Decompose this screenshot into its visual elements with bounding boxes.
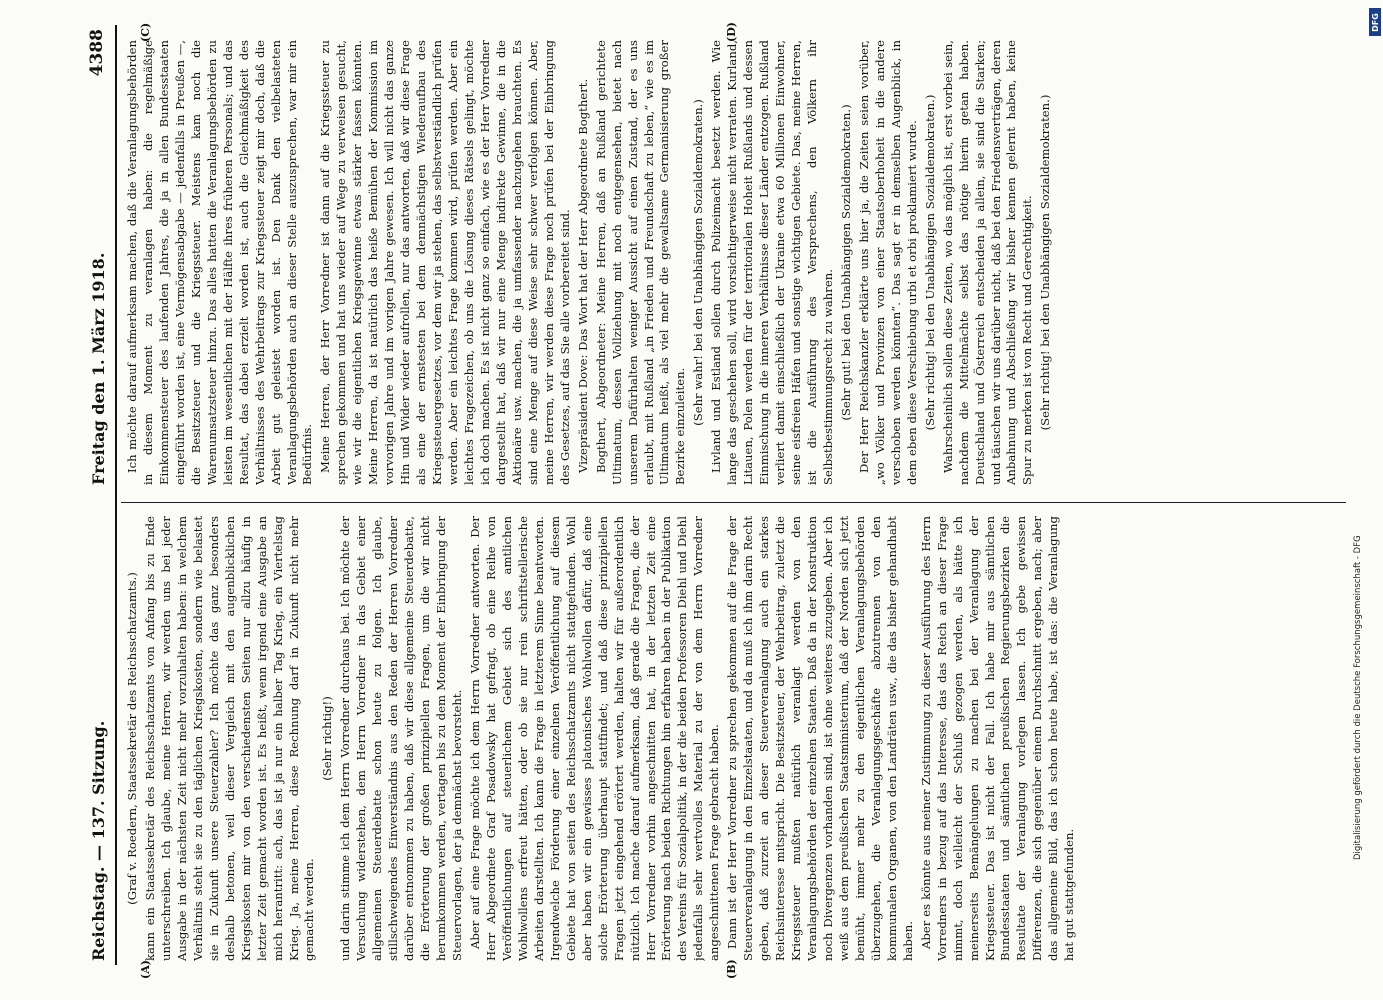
page-header bbox=[85, 25, 117, 965]
paragraph: Wahrscheinlich sollen diese Zeiten, wo das möglich ist, erst vorbei sein, nachdem die Mittelmächte selbst das nötige hierin getan haben. Deutschland und Österreich entscheiden ja allein, sie sind die Starken; und täuschen wir uns darüber nicht, daß bei den Friedensverträgen, deren Anbahnung und Abschließung wir bisher kennen gelernt haben, keine Spur zu merken ist von Recht und Gerechtigkeit. bbox=[940, 40, 1035, 485]
dfg-logo: DFG bbox=[1369, 8, 1381, 36]
paragraph: Ich möchte darauf aufmerksam machen, daß die Veranlagungsbehörden in diesem Moment zu veranlagen haben: die regelmäßige Einkommensteuer des laufenden Jahres, die ja in allen Bundesstaaten eingeführt worden ist, eine Vermögensabgabe — jedenfalls in Preußen —, die Besitzsteuer und die Kriegssteuer. Meistens kam noch die Warenumsatzsteuer hinzu. Das alles hatten die Veranlagungsbehörden zu leisten im wesentlichen mit der Hälfte ihres früheren Personals; und das Resultat, das dabei erzielt worden ist, auch die Gleichmäßigkeit des Verhältnisses des Wehrbeitrags zur Kriegssteuer zeigt mir doch, daß die Arbeit gut geleistet worden ist. Den Dank den vielbelasteten Veranlagungsbehörden auch an dieser Stelle auszusprechen, war mir ein Bedürfnis. bbox=[125, 40, 315, 485]
interjection: (Sehr gut! bei den Unabhängigen Sozialdemokraten.) bbox=[838, 104, 853, 421]
interjection: (Sehr richtig! bei den Unabhängigen Sozialdemokraten.) bbox=[1038, 94, 1053, 431]
interjection: (Sehr richtig!) bbox=[320, 696, 335, 781]
interjection: (Sehr wahr! bei den Unabhängigen Sozialdemokraten.) bbox=[691, 99, 706, 426]
marker-b: (B) bbox=[725, 959, 738, 979]
paragraph: Der Herr Reichskanzler erklärte uns hier ja, die Zeiten seien vorüber, „wo Völker und Provinzen von einer Staatsoberhoheit in die andere verschoben werden könnten“. Das sagt er in demselben Augenblick, in dem eben diese Verschiebung urbi et orbi proklamiert wurde. bbox=[856, 40, 919, 485]
paragraph: Livland und Estland sollen durch Polizeimacht besetzt werden. Wie lange das geschehen soll, wird vorsichtigerweise nicht verraten. Kurland, Litauen, Polen werden für der territorialen Hoheit Rußlands und dessen Einmischung in die inneren Verhältnisse dieser Länder entzogen. Rußland verliert damit einschließlich der Ukraine etwa 60 Millionen Einwohner, seine eisfreien Häfen und sonstige wichtigen Gebiete. Das, meine Herren, ist die Ausführung des Versprechens, den Völkern ihr Selbstbestimmungsrecht zu wahren. bbox=[709, 40, 835, 485]
marker-a: (A) bbox=[139, 960, 152, 979]
right-column bbox=[125, 40, 1345, 485]
paragraph: kann ein Staatssekretär des Reichsschatzamts von Anfang bis zu Ende unterschreiben. Ich glaube, meine Herren, wir werden uns bei jeder Ausgabe in der nächsten Zeit nicht mehr vorzuhalten haben: in welchem Verhältnis steht sie zu den täglichen Kriegskosten, sondern wie belastet sie in Zukunft unsere Steuerzahler? Ich möchte das ganz besonders deshalb betonen, weil dieser Vergleich mit den augenblicklichen Kriegskosten mir von den verschiedensten Seiten nur allzu häufig in letzter Zeit gemacht worden ist. Es heißt, wenn irgend eine Ausgabe an mich herantritt: ach, das ist ja nur ein halber Tag Krieg, ein Viertelstag Krieg. Ja, meine Herren, diese Rechnung darf in Zukunft nicht mehr gemacht werden. bbox=[142, 516, 317, 961]
header-date: Freitag den 1. März 1918. bbox=[89, 252, 108, 485]
rotated-document-page bbox=[85, 22, 1355, 979]
paragraph: und darin stimme ich dem Herrn Vorredner durchaus bei. Ich möchte der Versuchung widerstehen, dem Herrn Vorredner in das Gebiet einer allgemeinen Steuerdebatte schon heute zu folgen. Ich glaube, stillschweigendes Einverständnis aus den Reden der Herren Vorredner darüber entnommen zu haben, daß wir diese allgemeine Steuerdebatte, die Erörterung der großen prinzipiellen Fragen, um die wir nicht herumkommen werden, vertagen bis zu dem Moment der Einbringung der Steuervorlagen, der ja demnächst bevorsteht. bbox=[338, 516, 465, 961]
left-column bbox=[125, 516, 1345, 961]
paragraph: Bogthert, Abgeordneter: Meine Herren, daß an Rußland gerichtete Ultimatum, dessen Vollziehung mit noch entgegensehen, bietet nach unserem Dafürhalten weniger Aussicht auf einen Zustand, der es uns erlaubt, mit Rußland „in Frieden und Freundschaft zu leben,“ wie es im Ultimatum heißt, als viel mehr die gewaltsame Germanisierung großer Bezirke einzuleiten. bbox=[593, 40, 688, 485]
digitization-note: Digitalisierung gefördert durch die Deutsche Forschungsgemeinschaft - DFG bbox=[1353, 535, 1363, 860]
paragraph: Aber auf eine Frage möchte ich dem Herrn Vorredner antworten. Der Herr Abgeordnete Graf Posadowsky hat gefragt, ob eine Reihe von Veröffentlichungen auf steuerlichem Gebiet sich des amtlichen Wohlwollens erfreut hätten, oder ob sie nur rein schriftstellerische Arbeiten darstellten. Ich kann die Frage in letzterem Sinne beantworten. Irgendwelche Förderung einer einzelnen Veröffentlichung auf diesem Gebiete hat von seiten des Reichsschatzamts nicht stattgefunden. Wohl aber haben wir ein gewisses platonisches Wohlwollen dafür, daß eine solche Erörterung überhaupt stattfindet; und daß diese prinzipiellen Fragen jetzt eingehend erörtert werden, halten wir für außerordentlich nützlich. Ich mache darauf aufmerksam, daß gerade die Fragen, die der Herr Vorredner vorhin angeschnitten hat, in der letzten Zeit eine Erörterung nach beiden Richtungen hin erfahren haben in der Publikation des Vereins für Sozialpolitik, in der die beiden Professoren Diehl und Diehl jedenfalls sehr wertvolles Material zu der von dem Herrn Vorredner angeschnittenen Frage gebracht haben. bbox=[468, 516, 722, 961]
marker-d: (D) bbox=[725, 22, 738, 42]
paragraph: Dann ist der Herr Vorredner zu sprechen gekommen auf die Frage der Steuerveranlagung in den Einzelstaaten, und da muß ich ihm darin Recht geben, daß zurzeit an dieser Steuerveranlagung auch ein starkes Reichsinteresse mitspricht. Die Besitzsteuer, der Wehrbeitrag, zuletzt die Kriegssteuer mußten natürlich veranlagt werden von den Veranlagungsbehörden der einzelnen Staaten. Daß da in der Konstruktion noch Divergenzen vorhanden sind, ist ohne weiteres zuzugeben. Aber ich weiß aus dem preußischen Staatsministerium, daß der Norden sich jetzt bemüht, immer mehr zu den eigentlichen Veranlagungsbehörden überzugehen, die Veranlagungsgeschäfte abzutrennen von den kommunalen Organen, von den Landräten usw., die das bisher gehandhabt haben. bbox=[725, 516, 915, 961]
paragraph: Aber es könnte aus meiner Zustimmung zu dieser Ausführung des Herrn Vorredners in bezug auf das Interesse, das das Reich an dieser Frage nimmt, doch vielleicht der Schluß gezogen werden, als hätte ich meinerseits Bemängelungen zu machen bei der Veranlagung der Kriegssteuer. Das ist nicht der Fall. Ich habe mir aus sämtlichen Bundesstaaten und sämtlichen preußischen Regierungsbezirken die Resultate der Veranlagung vorlegen lassen. Ich gebe gewissen Differenzen, die sich gegenüber einem Durchschnitt ergeben, nach; aber das allgemeine Bild, das ich schon heute habe, ist das: die Veranlagung hat gut stattgefunden. bbox=[918, 516, 1077, 961]
marker-c: (C) bbox=[139, 22, 152, 42]
paragraph: Meine Herren, der Herr Vorredner ist dann auf die Kriegssteuer zu sprechen gekommen und hat uns wieder auf Wege zu verweisen gesucht, wie wir die eigentlichen Kriegsgewinne etwas stärker fassen könnten. Meine Herren, da ist natürlich das heiße Bemühen der Kommission im vorvorigen Jahre und im vorigen Jahre gewesen. Ich will nicht das ganze Hin und Wider wieder aufrollen, nur das antworten, daß wir diese Frage als eine der ernstesten bei dem demnächstigen Wiederaufbau des Kriegssteuergesetzes, vor dem wir ja stehen, das selbstverständlich prüfen werden. Aber ein leichtes Frage kommen wird, prüfen werden. Aber ein leichtes Fragezeichen, ob uns die Lösung dieses Rätsels gelingt, möchte ich doch machen. Es ist nicht ganz so einfach, wie es der Herr Vorredner dargestellt hat, daß wir nur eine Menge indirekte Gewinne, die in die Aktionäre usw. machen, die ja umfassender nachzugehen brauchten. Es sind eine Menge auf diese Weise sehr schwer verfolgen können. Aber, meine Herren, wir werden diese Frage noch prüfen bei der Einbringung des Gesetzes, auf das Sie alle vorbereitet sind. bbox=[318, 40, 572, 485]
interjection: (Sehr richtig! bei den Unabhängigen Sozialdemokraten.) bbox=[922, 94, 937, 431]
header-session: Reichstag. — 137. Sitzung. bbox=[89, 720, 108, 961]
column-divider bbox=[121, 502, 1346, 503]
speaker-line: (Graf v. Roedern, Staatssekretär des Reichsschatzamts.) bbox=[125, 572, 139, 905]
page-number: 4388 bbox=[87, 29, 107, 77]
paragraph: Vizepräsident Dove: Das Wort hat der Herr Abgeordnete Bogthert. bbox=[575, 78, 590, 473]
